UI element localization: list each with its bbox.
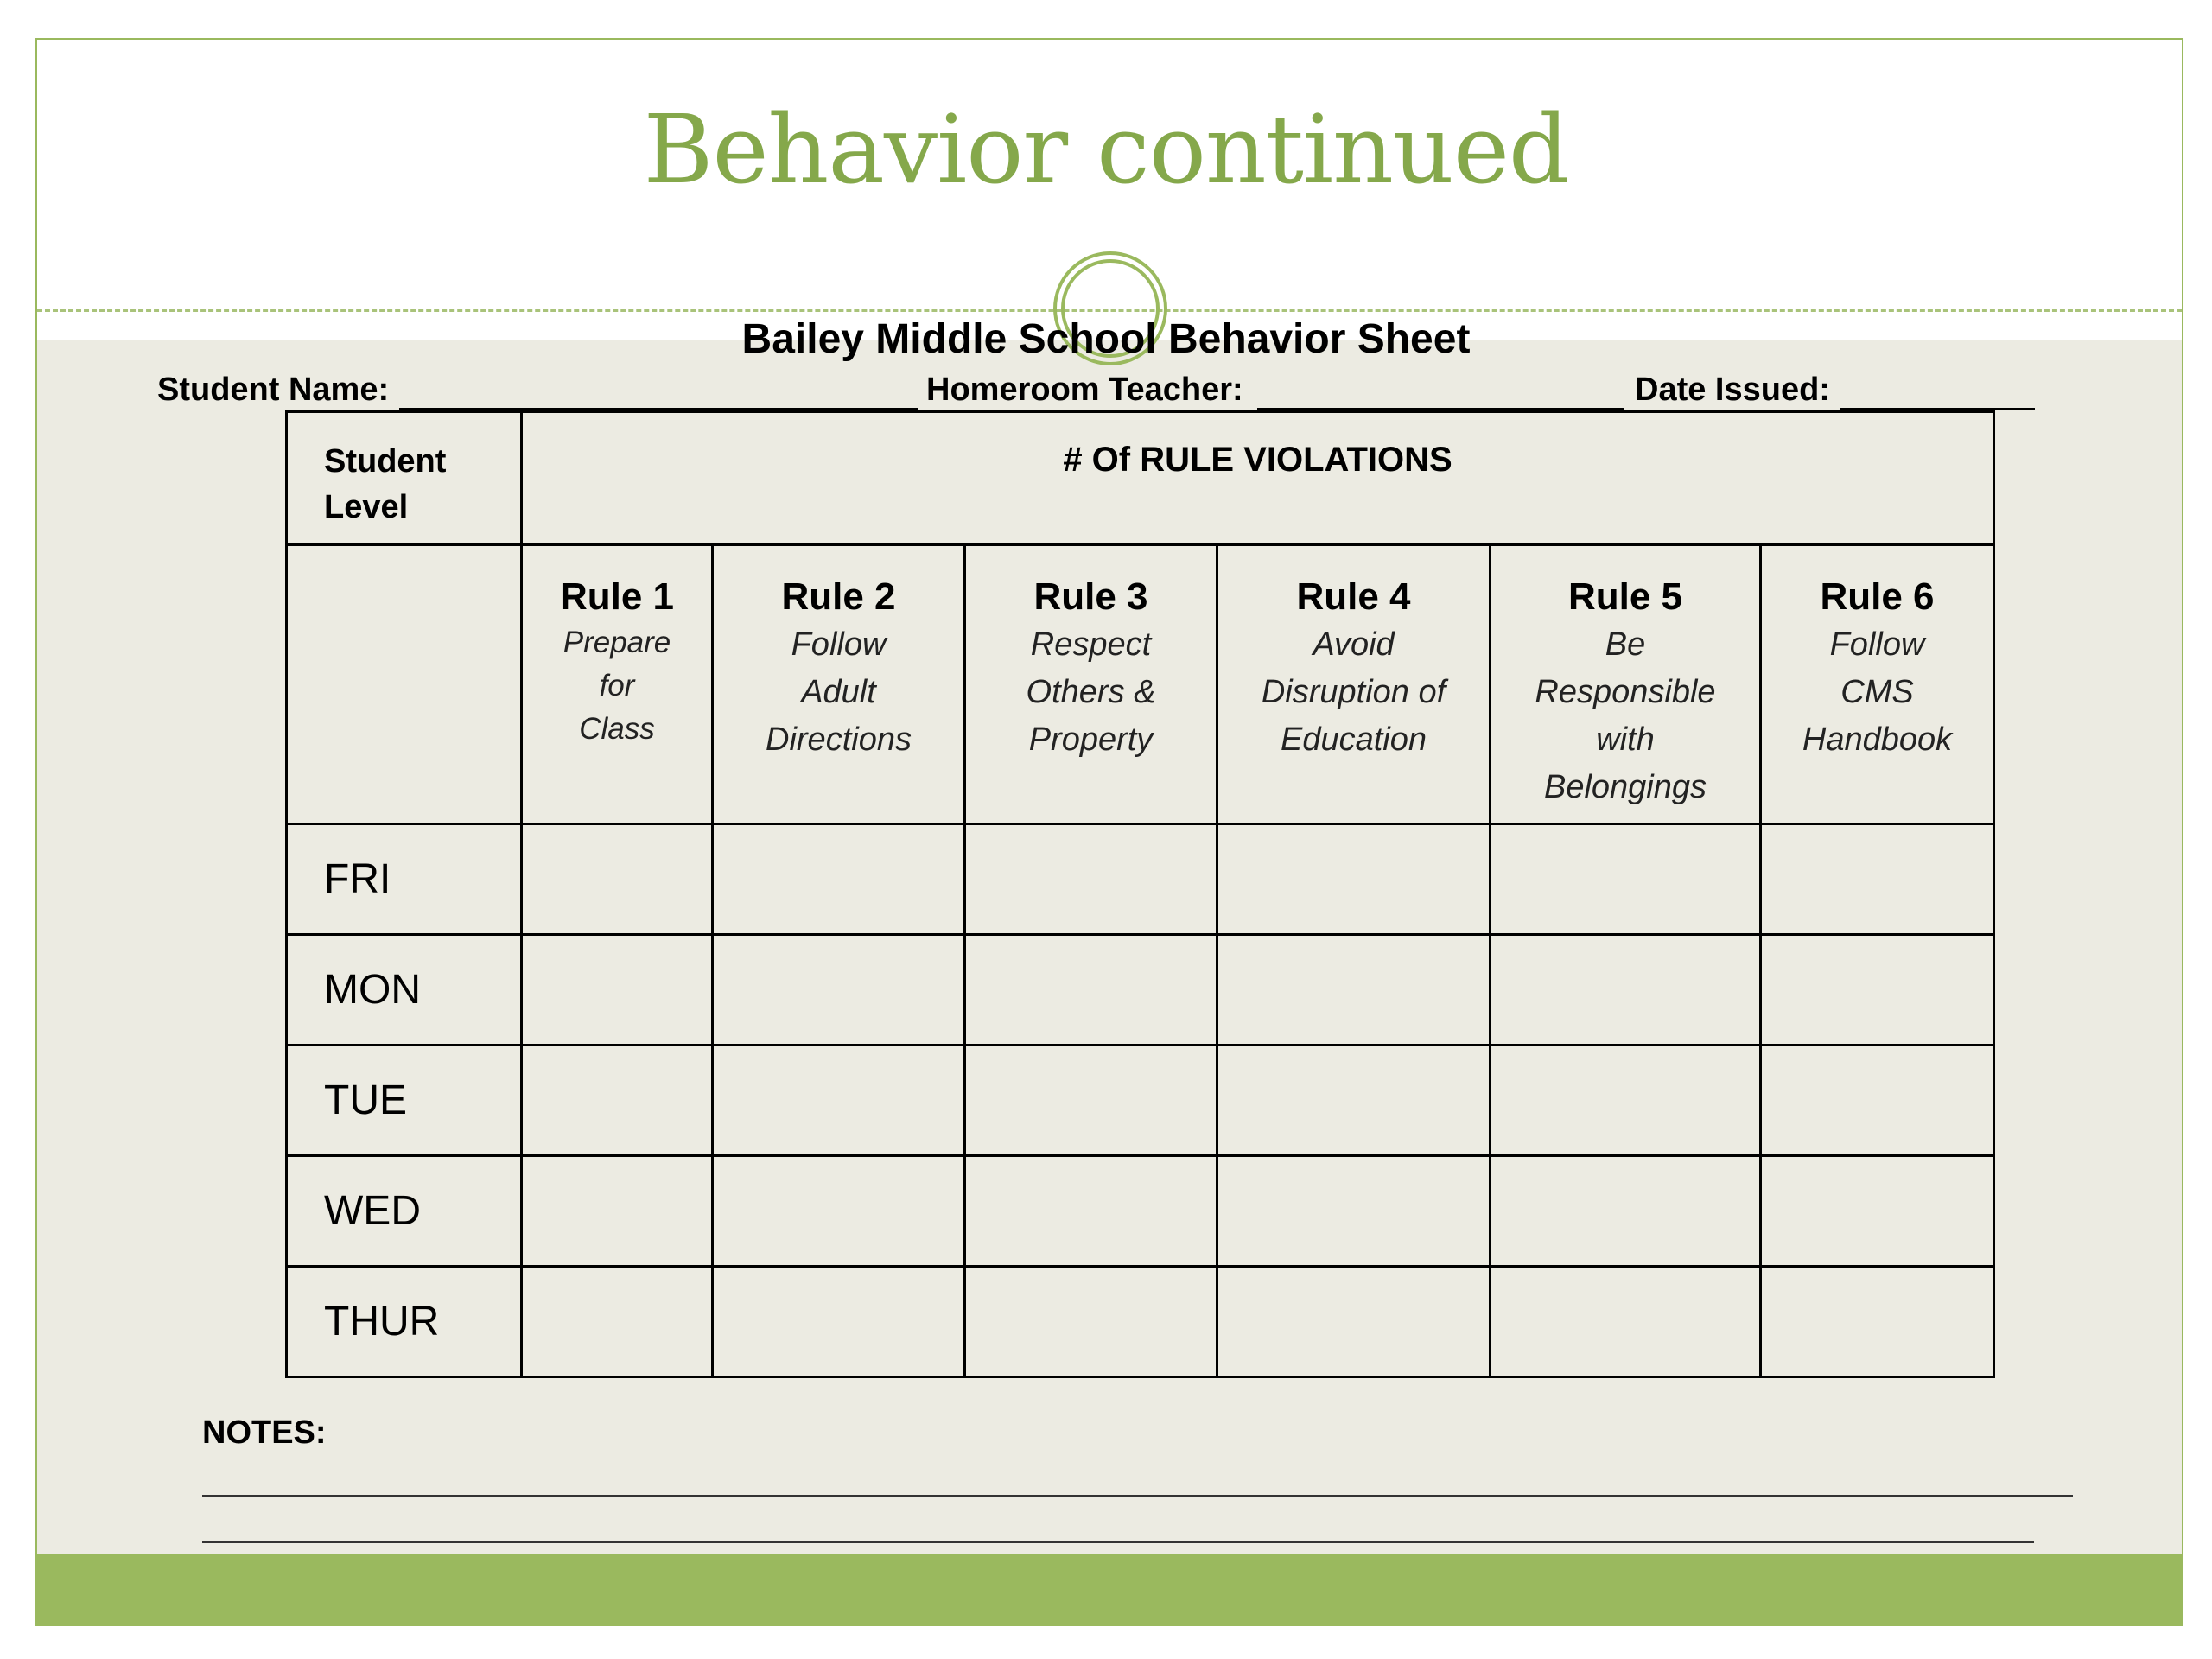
rule-4-header [1217, 545, 1491, 824]
notes-line-2[interactable] [202, 1541, 2034, 1543]
student-level-header: Student Level [287, 412, 522, 545]
rule-1-description: Prepare for Class [563, 626, 671, 747]
day-label-thur: THUR [287, 1267, 522, 1377]
rules-row [287, 545, 1994, 824]
rule-3-header [965, 545, 1217, 824]
student-name-label: Student Name: [157, 372, 390, 408]
rule-3-title: Rule 3 [1033, 575, 1148, 618]
tally-cell[interactable] [1761, 1267, 1994, 1377]
tally-cell[interactable] [965, 1156, 1217, 1267]
tally-cell[interactable] [1217, 1156, 1491, 1267]
student-name-line [399, 408, 918, 410]
rule-5-title: Rule 5 [1567, 575, 1683, 618]
tally-cell[interactable] [713, 1156, 965, 1267]
header-row [287, 412, 1994, 545]
day-label-mon: MON [287, 935, 522, 1046]
footer-bar [37, 1554, 2182, 1626]
tally-cell[interactable] [965, 1267, 1217, 1377]
notes-label: NOTES: [202, 1414, 327, 1451]
tally-cell[interactable] [1217, 935, 1491, 1046]
tally-cell[interactable] [713, 824, 965, 935]
rule-2-description: Follow Adult Directions [766, 626, 912, 759]
rule-5-description: Be Responsible with Belongings [1535, 626, 1716, 806]
rule-2-header [713, 545, 965, 824]
sheet-title: Bailey Middle School Behavior Sheet [741, 316, 1471, 362]
tally-cell[interactable] [522, 1046, 713, 1156]
rules-row-blank-cell [287, 545, 522, 824]
tally-cell[interactable] [965, 935, 1217, 1046]
tally-cell[interactable] [713, 935, 965, 1046]
rule-1-title: Rule 1 [559, 575, 675, 618]
rule-3-description: Respect Others & Property [1026, 626, 1156, 759]
tally-cell[interactable] [965, 1046, 1217, 1156]
day-row-mon [287, 935, 1994, 1046]
rule-2-title: Rule 2 [781, 575, 896, 618]
rule-4-title: Rule 4 [1296, 575, 1411, 618]
tally-cell[interactable] [965, 824, 1217, 935]
notes-line-1[interactable] [202, 1495, 2073, 1497]
rule-5-header [1491, 545, 1761, 824]
tally-cell[interactable] [522, 935, 713, 1046]
day-row-wed [287, 1156, 1994, 1267]
tally-cell[interactable] [522, 824, 713, 935]
rule-6-header [1761, 545, 1994, 824]
tally-cell[interactable] [1491, 1267, 1761, 1377]
date-issued-label: Date Issued: [1635, 372, 1830, 408]
behavior-table [285, 410, 1995, 1378]
tally-cell[interactable] [713, 1046, 965, 1156]
rule-6-description: Follow CMS Handbook [1802, 626, 1953, 759]
day-label-wed: WED [287, 1156, 522, 1267]
tally-cell[interactable] [1491, 1156, 1761, 1267]
tally-cell[interactable] [713, 1267, 965, 1377]
tally-cell[interactable] [1761, 1046, 1994, 1156]
rule-6-title: Rule 6 [1820, 575, 1935, 618]
date-issued-line [1840, 408, 2035, 410]
day-label-tue: TUE [287, 1046, 522, 1156]
rule-1-header [522, 545, 713, 824]
tally-cell[interactable] [1761, 824, 1994, 935]
rule-4-description: Avoid Disruption of Education [1261, 626, 1446, 759]
tally-cell[interactable] [1491, 824, 1761, 935]
tally-cell[interactable] [1761, 935, 1994, 1046]
day-row-thur [287, 1267, 1994, 1377]
slide-title: Behavior continued [643, 94, 1569, 205]
day-row-fri [287, 824, 1994, 935]
homeroom-teacher-line [1257, 408, 1624, 410]
day-row-tue [287, 1046, 1994, 1156]
tally-cell[interactable] [1761, 1156, 1994, 1267]
rule-violations-header: # Of RULE VIOLATIONS [522, 412, 1994, 545]
tally-cell[interactable] [1491, 1046, 1761, 1156]
homeroom-teacher-label: Homeroom Teacher: [926, 372, 1243, 408]
day-label-fri: FRI [287, 824, 522, 935]
tally-cell[interactable] [522, 1267, 713, 1377]
tally-cell[interactable] [1217, 824, 1491, 935]
tally-cell[interactable] [1217, 1046, 1491, 1156]
tally-cell[interactable] [522, 1156, 713, 1267]
tally-cell[interactable] [1491, 935, 1761, 1046]
tally-cell[interactable] [1217, 1267, 1491, 1377]
